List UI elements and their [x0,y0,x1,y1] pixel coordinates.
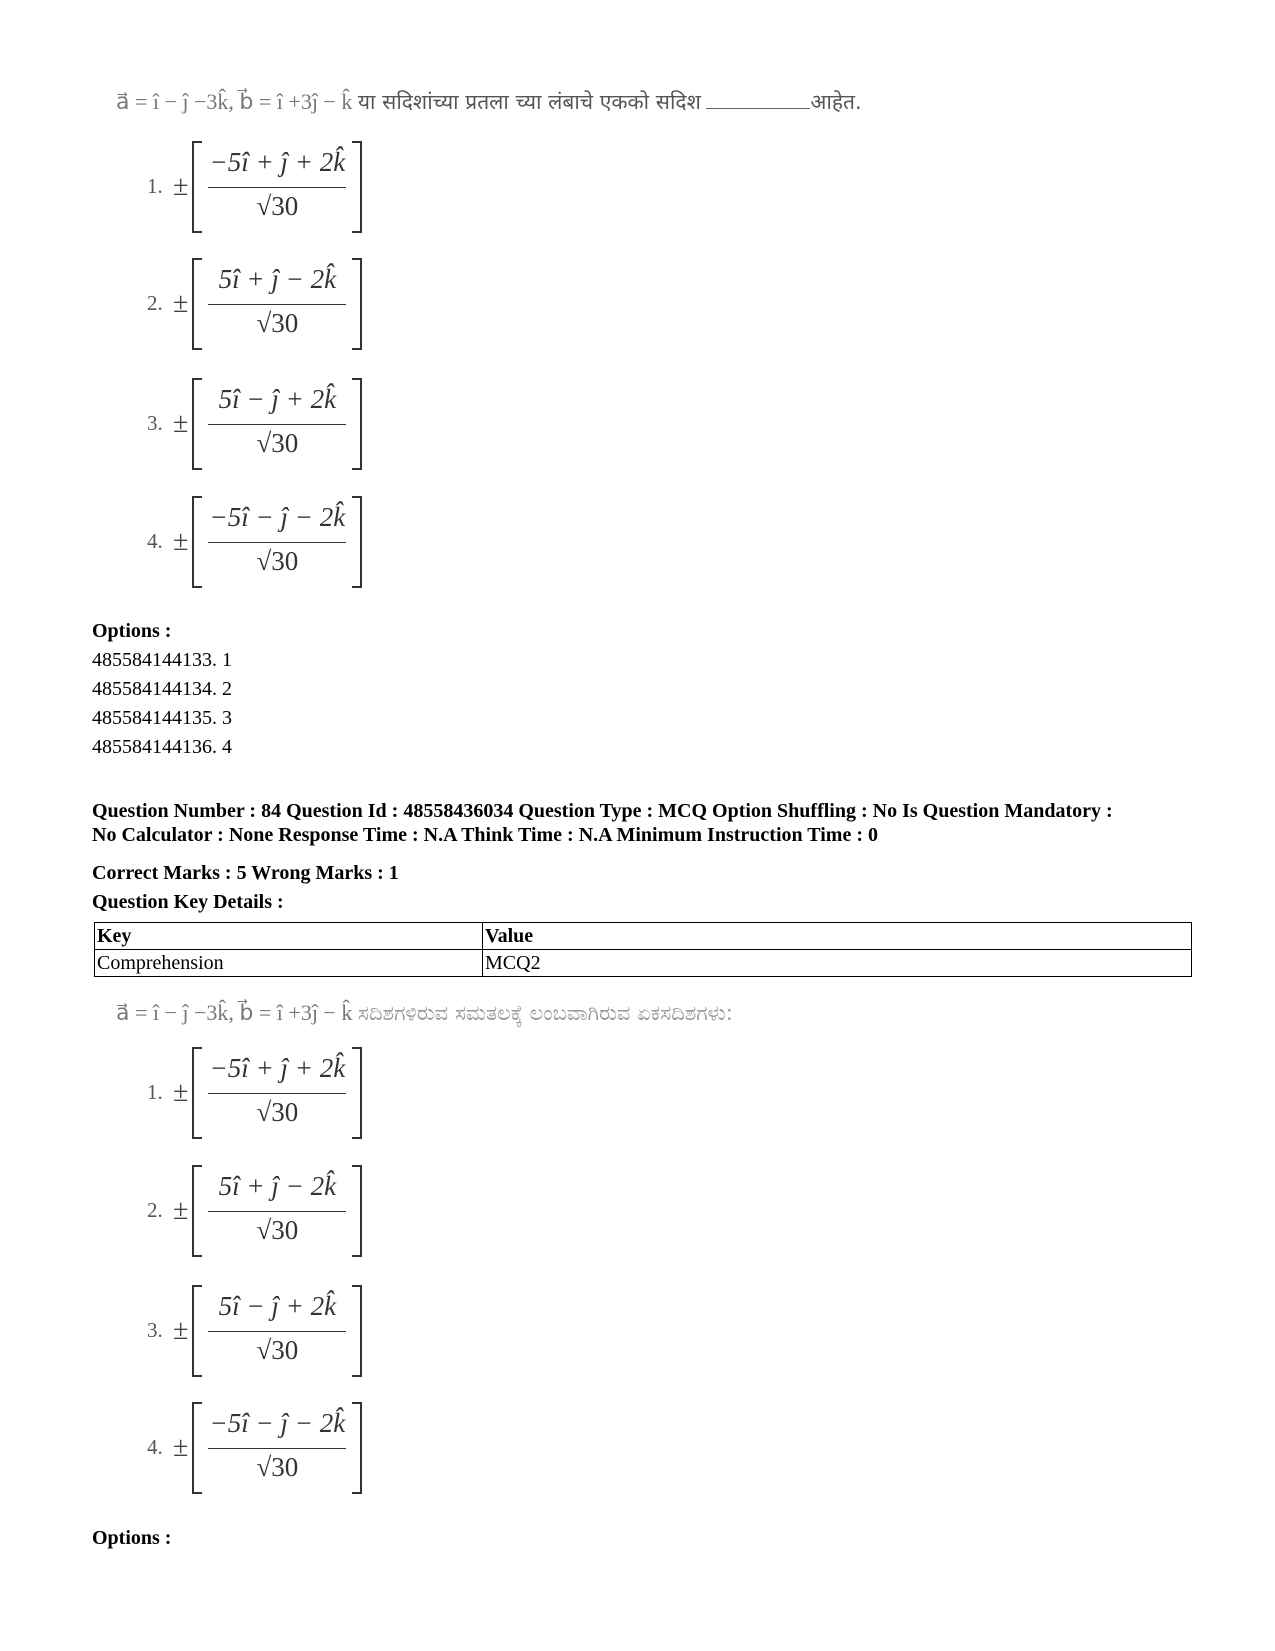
question-stem [116,1000,733,1026]
option-id: 485584144134. 2 [92,678,232,700]
fraction: 5î + ĵ − 2k̂ √30 [192,258,362,350]
question-meta: Question Number : 84 Question Id : 48558436034 Question Type : MCQ Option Shuffling : No Is Question Mandatory : No Calculator : None Response Time : N.A Think Time : N.A Minimum Instruction Time : 0 [92,800,1113,846]
fraction: −5î − ĵ − 2k̂ √30 [192,496,362,588]
fraction: 5î − ĵ + 2k̂ √30 [192,1285,362,1377]
question-stem [116,88,862,116]
option-2: 2. ± 5î + ĵ − 2k̂ √30 [147,1163,362,1258]
table-row: Comprehension MCQ2 [95,950,1192,977]
options-label: Options : [92,1527,172,1549]
stem-suffix: आहेत. [810,90,862,114]
option-3: 3. ± 5î − ĵ + 2k̂ √30 [147,1283,362,1378]
option-id: 485584144136. 4 [92,736,232,758]
option-id: 485584144135. 3 [92,707,232,729]
options-label: Options : [92,620,172,642]
option-2: 2. ± 5î + ĵ − 2k̂ √30 [147,256,362,351]
stem-text: या सदिशांच्या प्रतला च्या लंबाचे एकको सदिश [357,90,701,114]
table-header-row: Key Value [95,923,1192,950]
stem-text: ಸದಿಶಗಳಿರುವ ಸಮತಲಕ್ಕೆ ಲಂಬವಾಗಿರುವ ಏಕಸದಿಶಗಳು: [357,1001,733,1025]
key-details-table [94,922,1192,977]
fraction: −5î + ĵ + 2k̂ √30 [192,141,362,233]
marks: Correct Marks : 5 Wrong Marks : 1 [92,862,399,884]
fraction: 5î + ĵ − 2k̂ √30 [192,1165,362,1257]
option-4: 4. ± −5î − ĵ − 2k̂ √30 [147,1400,362,1495]
fraction: 5î − ĵ + 2k̂ √30 [192,378,362,470]
option-1: 1. ± −5î + ĵ + 2k̂ √30 [147,1045,362,1140]
key-details-label: Question Key Details : [92,891,284,913]
fraction: −5î − ĵ − 2k̂ √30 [192,1402,362,1494]
stem-math: a⃗ = î − ĵ −3k̂, b⃗ = î +3ĵ − k̂ [116,89,353,114]
fraction: −5î + ĵ + 2k̂ √30 [192,1047,362,1139]
answer-blank [706,90,810,109]
stem-math: a⃗ = î − ĵ −3k̂, b⃗ = î +3ĵ − k̂ [116,1000,353,1025]
option-1: 1. ± −5î + ĵ + 2k̂ √30 [147,139,362,234]
option-3: 3. ± 5î − ĵ + 2k̂ √30 [147,376,362,471]
option-id: 485584144133. 1 [92,649,232,671]
option-4: 4. ± −5î − ĵ − 2k̂ √30 [147,494,362,589]
